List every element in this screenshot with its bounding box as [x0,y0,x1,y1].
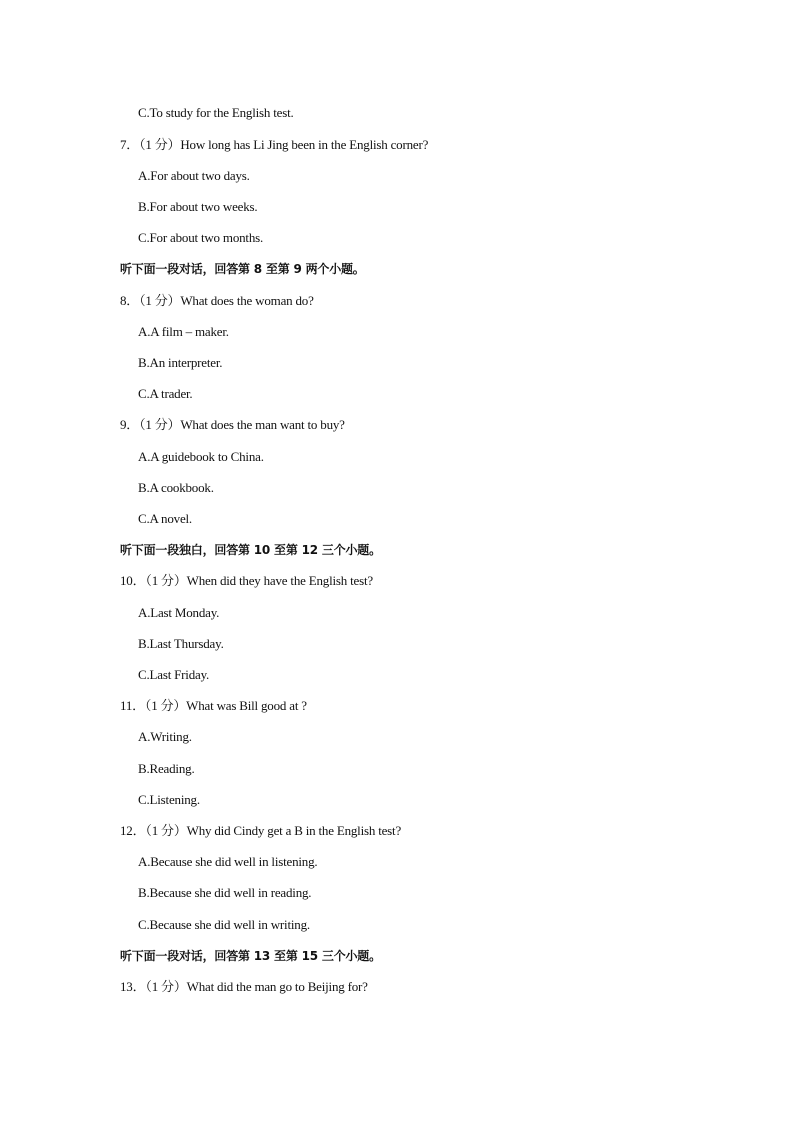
option-12b: B.Because she did well in reading. [138,885,312,900]
option-9c: C.A novel. [138,511,192,526]
option-12a: A.Because she did well in listening. [138,854,318,869]
question-9: 9．（1 分）What does the man want to buy? [120,417,345,432]
option-12c: C.Because she did well in writing. [138,917,310,932]
option-8b: B.An interpreter. [138,355,223,370]
question-8: 8．（1 分）What does the woman do? [120,293,314,308]
option-10a: A.Last Monday. [138,605,220,620]
question-12: 12．（1 分）Why did Cindy get a B in the English test? [120,823,402,838]
option-11c: C.Listening. [138,792,200,807]
option-7b: B.For about two weeks. [138,199,258,214]
option-8a: A.A film – maker. [138,324,229,339]
option-10c: C.Last Friday. [138,667,210,682]
option-10b: B.Last Thursday. [138,636,224,651]
option-9b: B.A cookbook. [138,480,214,495]
question-13: 13．（1 分）What did the man go to Beijing for? [120,979,368,994]
question-11: 11．（1 分）What was Bill good at ? [120,698,307,713]
question-7: 7．（1 分）How long has Li Jing been in the English corner? [120,137,429,152]
question-10: 10．（1 分）When did they have the English test? [120,573,373,588]
section-heading-8-9: 听下面一段对话，回答第 8 至第 9 两个小题。 [120,262,365,276]
option-6c: C.To study for the English test. [138,105,294,120]
option-9a: A.A guidebook to China. [138,449,264,464]
option-8c: C.A trader. [138,386,193,401]
section-heading-13-15: 听下面一段对话，回答第 13 至第 15 三个小题。 [120,949,381,963]
option-7a: A.For about two days. [138,168,250,183]
option-11b: B.Reading. [138,761,195,776]
option-7c: C.For about two months. [138,230,264,245]
section-heading-10-12: 听下面一段独白，回答第 10 至第 12 三个小题。 [120,543,381,557]
option-11a: A.Writing. [138,729,192,744]
